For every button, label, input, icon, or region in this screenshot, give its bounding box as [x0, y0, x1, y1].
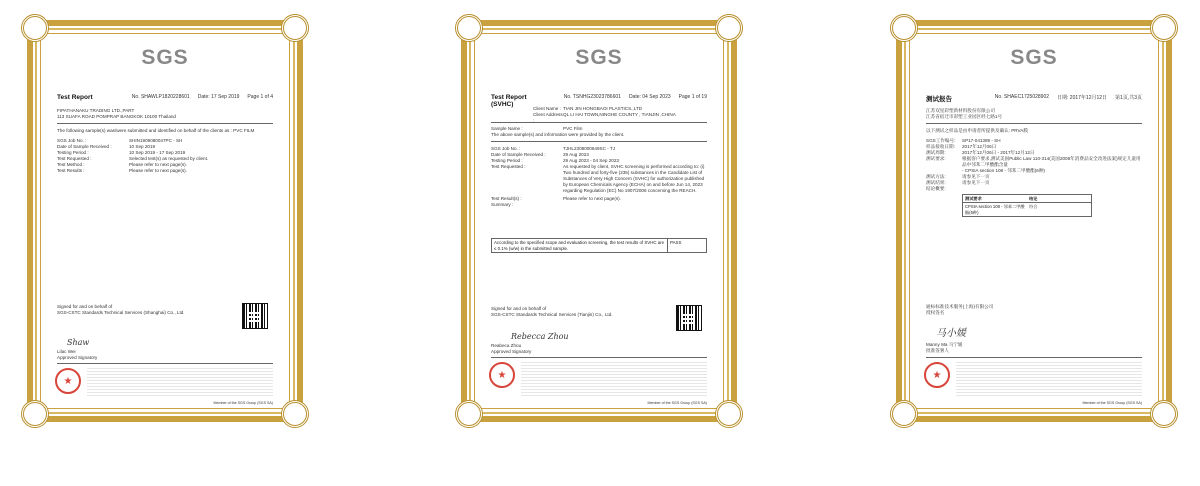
signed-for: 通标标准技术服务(上海)有限公司	[926, 304, 994, 309]
client-address: 江苏省宿迁市彩塑工业园区经七路1号	[926, 114, 1003, 119]
frame-ornament-icon	[281, 400, 309, 428]
frame-ornament-icon	[21, 14, 49, 42]
report-date: 日期: 2017年12月12日	[1057, 95, 1108, 101]
sample-intro: The following sample(s) was/were submitted and identified on behalf of the clients as : PVC FILM	[57, 128, 255, 133]
sample-intro: 以下测试之样品是由申请者所提供及确认: PRVA膜	[926, 128, 1028, 133]
qr-code-icon	[243, 304, 267, 328]
company-seal-icon: ★	[924, 362, 950, 388]
report-number: No. SHAEC1725028902	[994, 94, 1050, 100]
report-page: Page 1 of 4	[247, 94, 273, 100]
report-subtitle: (SVHC)	[491, 101, 514, 108]
divider	[491, 122, 707, 123]
frame-ornament-icon	[455, 400, 483, 428]
client-address: 113 SUAFA ROAD POMPRAP BANGKOK 10100 Thailand	[57, 114, 176, 119]
fine-print	[87, 368, 273, 396]
signer-role: Approved Signatory	[491, 349, 532, 354]
qr-code-icon	[677, 306, 701, 330]
divider	[57, 123, 273, 124]
signing-organization: SGS-CSTC Standards Technical Services (Tianjin) Co., Ltd.	[491, 312, 613, 317]
report-page: Page 1 of 19	[678, 94, 707, 100]
company-seal-icon: ★	[55, 368, 81, 394]
report-title: 测试报告	[926, 96, 952, 103]
fine-print	[956, 362, 1142, 396]
sample-info: Sample Name : PVC Film The above sample(s) and information were provided by the client.	[491, 126, 625, 137]
frame-ornament-icon	[1150, 400, 1178, 428]
sgs-logo: SGS	[141, 46, 189, 69]
frame-ornament-icon	[455, 14, 483, 42]
client-company: FIPATHANAKU TRADING LTD.,PART	[57, 108, 135, 113]
certificate-sgs-chinese-report	[896, 20, 1172, 422]
sgs-logo: SGS	[575, 46, 623, 69]
summary-result: PASS	[670, 240, 682, 245]
divider	[57, 363, 273, 364]
summary-table	[491, 238, 707, 253]
divider	[926, 123, 1142, 124]
report-date: Date: 17 Sep 2019	[197, 94, 240, 100]
signed-for-authorized: 授权签名	[926, 310, 945, 315]
summary-label: Summary :	[491, 202, 514, 207]
signer-name: Lilac Wei	[57, 349, 76, 354]
certificate-sgs-test-report	[27, 20, 303, 422]
report-number: No. SHAWLP1820228601	[131, 94, 190, 100]
report-fields: SGS Job No. : TJHL2308000649SC - TJ Date of Sample Received : 29 Aug 2023 Testing Period : 29 Aug 2023 - 04 Sep 2023 Test Requested : As requested by client, SVHC screening is performed according to: (i) Two hundred and forty-five (235) substances in the Candidate List of Substances of Very High Concern (SVHC) for authorization published by European Chemicals Agency (ECHA) on and before Jun 14, 2023 regarding Regulation (EC) No 1907/2006 concerning the REACH. Test Result(s) : Please refer to next page(s). Summary :	[491, 146, 707, 208]
report-title: Test Report	[57, 94, 93, 101]
signer-name: Manny Ma 马宁媛	[926, 342, 963, 347]
frame-ornament-icon	[890, 14, 918, 42]
signature: 马小媛	[936, 328, 966, 339]
frame-ornament-icon	[715, 14, 743, 42]
signature: Shaw	[67, 338, 90, 347]
member-note: Member of the SGS Group (SGS SA)	[213, 401, 273, 405]
report-fields: SGS工作编号: SP17-041389 - SH 样品接收日期: 2017年12月06日 测试周期: 2017年12月06日 - 2017年12月12日 测试要求: 根据客户要求,测试美国Public Law 110-314(美国2008年消费品安全改进法案)规定儿童用品中邻苯二甲酸酯含量 - CPSIA section 108 - 邻苯二甲酸酯(6种) 测试方法: 请参见下一页 测试结果: 请参见下一页 结论概要:	[926, 138, 1141, 191]
divider	[926, 357, 1142, 358]
signer-role: Approved Signatory	[57, 355, 98, 360]
report-fields: SGS Job No. : SHIN1909080047PC - SH Date of Sample Received : 10 Sep 2019 Testing Period : 10 Sep 2019 - 17 Sep 2019 Test Requested : Selected test(s) as requested by client. Test Method : Please refer to next page(s). Test Results : Please refer to next page(s).	[57, 138, 209, 173]
frame-ornament-icon	[890, 400, 918, 428]
signer-name: Reabeca Zhou	[491, 343, 522, 348]
report-header	[57, 94, 273, 101]
report-header	[926, 94, 1142, 103]
report-title: Test Report (SVHC)	[491, 94, 527, 108]
member-note: Member of the SGS Group (SGS SA)	[647, 401, 707, 405]
conclusion-table: 测试要求 结论 CPSIA section 108 - 邻苯二甲酸酯(6种) 符合	[962, 194, 1092, 217]
signer-role: 批准签署人	[926, 348, 949, 353]
signature: Rebecca Zhou	[511, 332, 569, 341]
sgs-logo: SGS	[1010, 46, 1058, 69]
divider	[491, 141, 707, 142]
frame-ornament-icon	[1150, 14, 1178, 42]
signing-organization: SGS-CSTC Standards Technical Services (Shanghai) Co., Ltd.	[57, 310, 185, 315]
certificate-sgs-svhc-report	[461, 20, 737, 422]
fine-print	[521, 362, 707, 396]
member-note: Member of the SGS Group (SGS SA)	[1082, 401, 1142, 405]
client-info: Client Name : TIAN JIN HONGBAOI PLASTICS.,LTD Client Address : QL LI HAI TOWN,NINGHE COUNTY , TIANJIN ,CHINA	[533, 106, 676, 123]
signed-for: Signed for and on behalf of	[57, 304, 113, 309]
frame-ornament-icon	[21, 400, 49, 428]
signed-for: Signed for and on behalf of	[491, 306, 547, 311]
summary-text: According to the specified scope and evaluation screening, the test results of SVHC are ≤ 0.1% (w/w) in the submitted sample.	[492, 239, 668, 252]
company-seal-icon: ★	[489, 362, 515, 388]
report-page: 第1页,共3页	[1115, 95, 1142, 101]
frame-ornament-icon	[281, 14, 309, 42]
report-date: Date: 04 Sep 2023	[628, 94, 671, 100]
frame-ornament-icon	[715, 400, 743, 428]
report-number: No. TSNHG23023786601	[563, 94, 621, 100]
client-company: 江苏双星彩塑新材料股份有限公司	[926, 108, 995, 113]
divider	[491, 357, 707, 358]
